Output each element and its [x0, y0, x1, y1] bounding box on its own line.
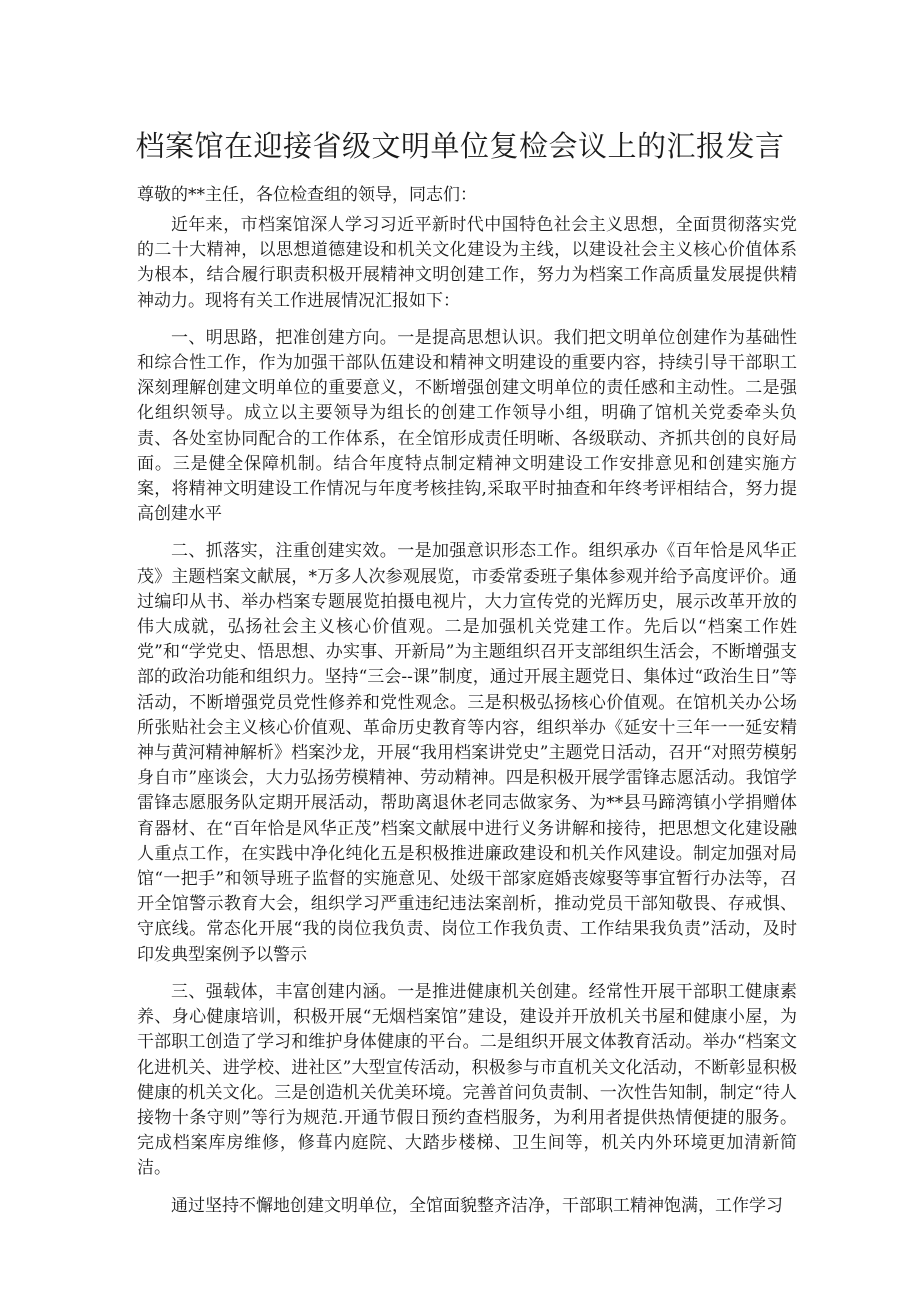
paragraph-section-2: 二、抓落实，注重创建实效。一是加强意识形态工作。组织承办《百年恰是风华正茂》主题档案文献展，*万多人次参观展览，市委常委班子集体参观并给予高度评价。通过编印从书、举办档案专题展览拍摄电视片，大力宣传党的光辉历史，展示改革开放的伟大成就，弘扬社会主义核心价值观。二是加强机关党建工作。先后以“档案工作姓党”和“学党史、悟思想、办实事、开新局”为主题组织召开支部组织生活会，不断增强支部的政治功能和组织力。坚持“三会--课”制度，通过开展主题党日、集体过“政治生日”等活动，不断增强党员党性修养和党性观念。三是积极弘扬核心价值观。在馆机关办公场所张贴社会主义核心价值观、革命历史教育等内容，组织举办《延安十三年一一延安精神与黄河精神解析》档案沙龙，开展“我用档案讲党史”主题党日活动，召开“对照劳模躬身自市”座谈会，大力弘扬劳模精神、劳动精神。四是积极开展学雷锋志愿活动。我馆学雷锋志愿服务队定期开展活动，帮助离退休老同志做家务、为**县马蹄湾镇小学捐赠体育器材、在“百年恰是风华正茂”档案文献展中进行义务讲解和接待，把思想文化建设融人重点工作，在实践中净化纯化五是积极推进廉政建设和机关作风建设。制定加强对局馆“一把手”和领导班子监督的实施意见、处级干部家庭婚丧嫁娶等事宜暂行办法等，召开全馆警示教育大会，组织学习严重违纪违法案剖析，推动党员干部知敬畏、存戒惧、守底线。常态化开展“我的岗位我负责、岗位工作我负责、工作结果我负责”活动，及时印发典型案例予以警示 — [137, 541, 797, 965]
paragraph-conclusion: 通过坚持不懈地创建文明单位，全馆面貌整齐洁净，干部职工精神饱满，工作学习 — [171, 1195, 783, 1216]
paragraph-section-3: 三、强载体，丰富创建内涵。一是推进健康机关创建。经常性开展干部职工健康素养、身心健康培训，积极开展“无烟档案馆”建设，建设并开放机关书屋和健康小屋，为干部职工创造了学习和维护身体健康的平台。二是组织开展文体教育活动。举办“档案文化进机关、进学校、进社区”大型宣传活动，积极参与市直机关文化活动，不断彰显积极健康的机关文化。三是创造机关优美环境。完善首问负责制、一次性告知制，制定“待人接物十条守则”等行为规范.开通节假日预约查档服务，为利用者提供热情便捷的服务。完成档案库房维修，修葺内庭院、大踏步楼梯、卫生间等，机关内外环境更加清新简洁。 — [137, 981, 797, 1179]
paragraph-section-1: 一、明思路，把准创建方向。一是提高思想认识。我们把文明单位创建作为基础性和综合性工作，作为加强干部队伍建设和精神文明建设的重要内容，持续引导干部职工深刻理解创建文明单位的重要意义，不断增强创建文明单位的责任感和主动性。二是强化组织领导。成立以主要领导为组长的创建工作领导小组，明确了馆机关党委牵头负责、各处室协同配合的工作体系，在全馆形成责任明晰、各级联动、齐抓共创的良好局面。三是健全保障机制。结合年度特点制定精神文明建设工作安排意见和创建实施方案，将精神文明建设工作情况与年度考核挂钩,采取平时抽查和年终考评相结合，努力提高创建水平 — [137, 327, 797, 525]
document-body — [137, 213, 797, 1231]
document-title: 档案馆在迎接省级文明单位复检会议上的汇报发言 — [135, 129, 785, 163]
salutation: 尊敬的**主任，各位检查组的领导，同志们： — [137, 185, 477, 205]
paragraph-intro: 近年来，市档案馆深人学习习近平新时代中国特色社会主义思想，全面贯彻落实党的二十大精神，以思想道德建设和机关文化建设为主线，以建设社会主义核心价值体系为根本，结合履行职责积极开展精神文明创建工作，努力为档案工作高质量发展提供精神动力。现将有关工作进展情况汇报如下： — [137, 215, 797, 311]
